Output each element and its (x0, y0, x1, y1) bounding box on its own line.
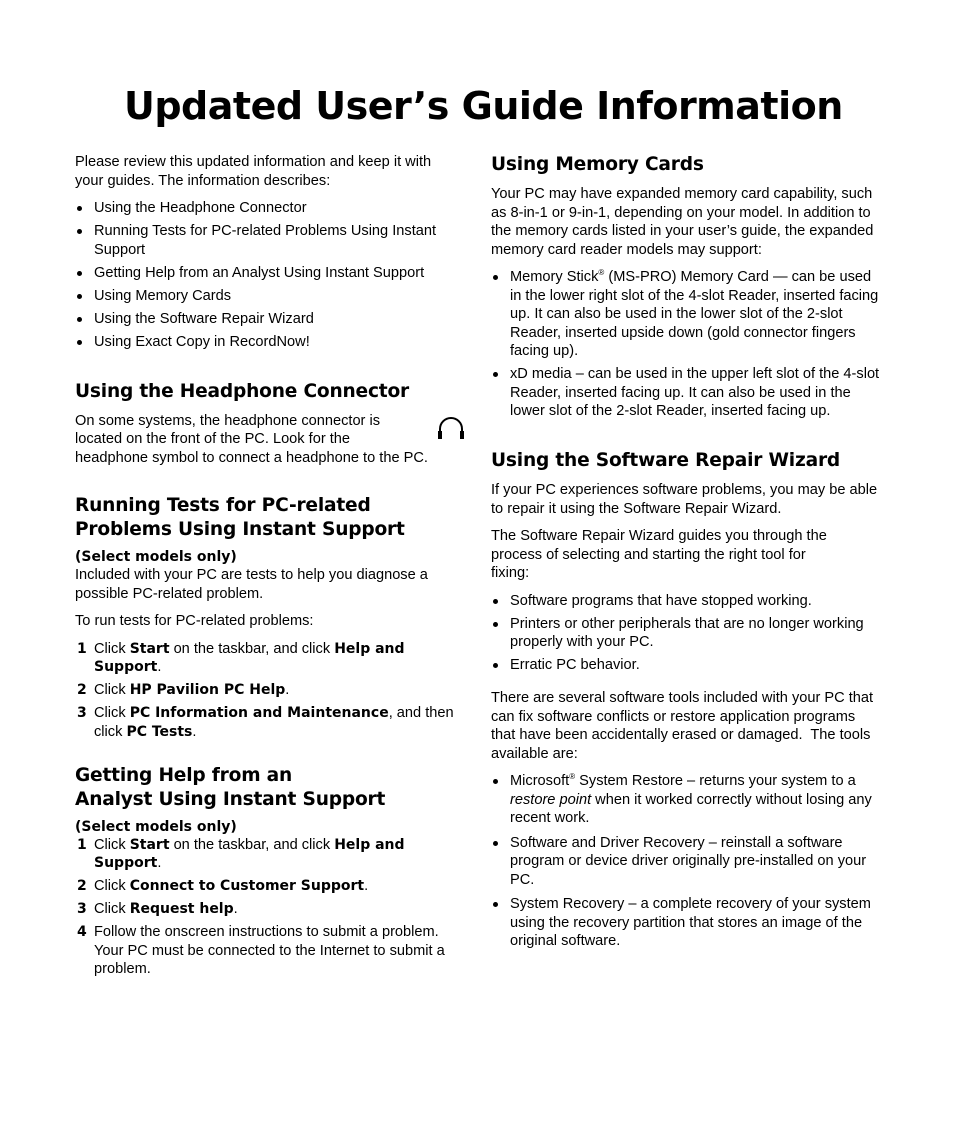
step-number: 3 (77, 901, 87, 917)
list-item: Erratic PC behavior. (491, 656, 881, 675)
step-text: Click (94, 901, 130, 917)
step-bold: Help and Support (94, 836, 405, 871)
list-item: Using the Software Repair Wizard (75, 310, 458, 329)
item-text: Memory Stick (510, 269, 599, 285)
step-bold: Connect to Customer Support (129, 878, 365, 894)
step-bold: Help and Support (94, 640, 405, 675)
headphone-text-2: headphone symbol to connect a headphone to the PC. (75, 449, 428, 466)
step-text: Click (94, 878, 130, 894)
intro-text: Please review this updated information and keep it with your guides. The information describes: (75, 154, 432, 189)
memory-text: Your PC may have expanded memory card capability, such as 8-in-1 or 9-in-1, depending on your model. In addition to the memory cards listed in your user’s guide, the expanded memory card reader models may support: (491, 186, 874, 258)
item-text: when it worked correctly without losing any recent work. (510, 791, 872, 826)
analyst-heading (75, 764, 458, 812)
list-item: Using the Headphone Connector (75, 199, 458, 218)
left-column (75, 153, 458, 983)
step-number: 3 (77, 705, 87, 721)
step-text: Click (94, 836, 130, 853)
registered-mark: ® (569, 772, 576, 781)
analyst-select-models: (Select models only) (75, 818, 237, 835)
memory-list (491, 268, 881, 421)
step-number: 1 (77, 836, 87, 853)
headphone-icon (436, 416, 466, 440)
registered-mark: ® (598, 268, 605, 277)
step-text: . (157, 659, 162, 675)
right-column (491, 153, 881, 955)
step-number: 2 (77, 682, 87, 698)
list-item: Software programs that have stopped working. (491, 592, 881, 611)
step-text: . (157, 855, 162, 871)
step-number: 1 (77, 640, 87, 657)
headphone-heading: Using the Headphone Connector (75, 380, 409, 402)
tests-heading-line-2: Problems Using Instant Support (75, 519, 405, 540)
list-item: Using Memory Cards (75, 287, 458, 306)
item-text: (MS-PRO) Memory Card — can be used in the lower right slot of the 4-slot Reader, inserted facing up. It can also be used in the lower slot of the 2-slot Reader, inserted upside down (gold connector fingers facing up). (510, 269, 879, 359)
tests-heading-line-1: Running Tests for PC-related (75, 495, 371, 516)
list-item: Running Tests for PC-related Problems Using Instant Support (75, 222, 458, 259)
tests-text: Included with your PC are tests to help you diagnose a possible PC-related problem. (75, 567, 428, 602)
step-number: 2 (77, 878, 87, 894)
list-item (75, 704, 458, 741)
step-text: . (192, 723, 197, 740)
list-item: Software and Driver Recovery – reinstall a software program or device driver originally pre-installed on your PC. (491, 834, 881, 890)
list-item (491, 772, 881, 828)
headphone-section (75, 412, 458, 468)
analyst-steps (75, 836, 458, 979)
item-emphasis: restore point (510, 791, 592, 808)
step-text: . (285, 682, 290, 698)
step-text: Click (94, 682, 130, 698)
step-bold: PC Tests (126, 723, 193, 740)
list-item (75, 877, 458, 896)
list-item (491, 268, 881, 361)
analyst-heading-line-1: Getting Help from an (75, 764, 293, 786)
tests-run-intro: To run tests for PC-related problems: (75, 613, 314, 629)
step-text: . (233, 901, 238, 917)
analyst-heading-line-2: Analyst Using Instant Support (75, 788, 386, 810)
repair-list (491, 592, 881, 675)
step-number: 4 (77, 924, 87, 940)
tests-heading (75, 494, 458, 542)
step-text: Follow the onscreen instructions to submit a problem. Your PC must be connected to the Internet to submit a problem. (94, 924, 445, 977)
step-bold: Start (129, 640, 170, 657)
step-text: . (364, 878, 369, 894)
repair-text-3: There are several software tools included with your PC that can fix software conflicts or restore application programs that have been accidentally erased or damaged. The tools available are: (491, 690, 874, 762)
headphone-text-1: On some systems, the headphone connector is located on the front of the PC. Look for the (75, 412, 381, 447)
list-item (75, 900, 458, 919)
step-text: on the taskbar, and click (169, 640, 335, 657)
item-text: System Restore – returns your system to a (575, 773, 856, 789)
list-item: Using Exact Copy in RecordNow! (75, 333, 458, 352)
step-text: on the taskbar, and click (169, 836, 335, 853)
list-item: Printers or other peripherals that are no longer working properly with your PC. (491, 615, 881, 652)
step-bold: Start (129, 836, 170, 853)
intro-list (75, 199, 458, 351)
tests-select-models: (Select models only) (75, 549, 237, 565)
page-title: Updated User’s Guide Information (124, 84, 843, 128)
list-item (75, 923, 458, 979)
step-bold: PC Information and Maintenance (129, 705, 389, 721)
tools-list (491, 772, 881, 951)
list-item: System Recovery – a complete recovery of your system using the recovery partition that stores an image of the original software. (491, 895, 881, 951)
tests-steps (75, 640, 458, 742)
repair-text-1: If your PC experiences software problems, you may be able to repair it using the Software Repair Wizard. (491, 482, 878, 517)
repair-text-2: The Software Repair Wizard guides you through the process of selecting and starting the right tool for fixing: (491, 528, 827, 581)
step-bold: HP Pavilion PC Help (129, 682, 286, 698)
step-bold: Request help (129, 901, 234, 917)
step-text: , and then click (94, 705, 454, 740)
list-item: xD media – can be used in the upper left slot of the 4-slot Reader, inserted facing up. It can also be used in the lower slot of the 2-slot Reader, inserted facing up. (491, 365, 881, 421)
memory-heading: Using Memory Cards (491, 154, 704, 175)
repair-heading: Using the Software Repair Wizard (491, 450, 841, 471)
list-item (75, 836, 458, 873)
list-item (75, 640, 458, 677)
step-text: Click (94, 705, 130, 721)
list-item (75, 681, 458, 700)
item-text: Microsoft (510, 773, 570, 789)
list-item: Getting Help from an Analyst Using Instant Support (75, 264, 458, 283)
step-text: Click (94, 640, 130, 657)
